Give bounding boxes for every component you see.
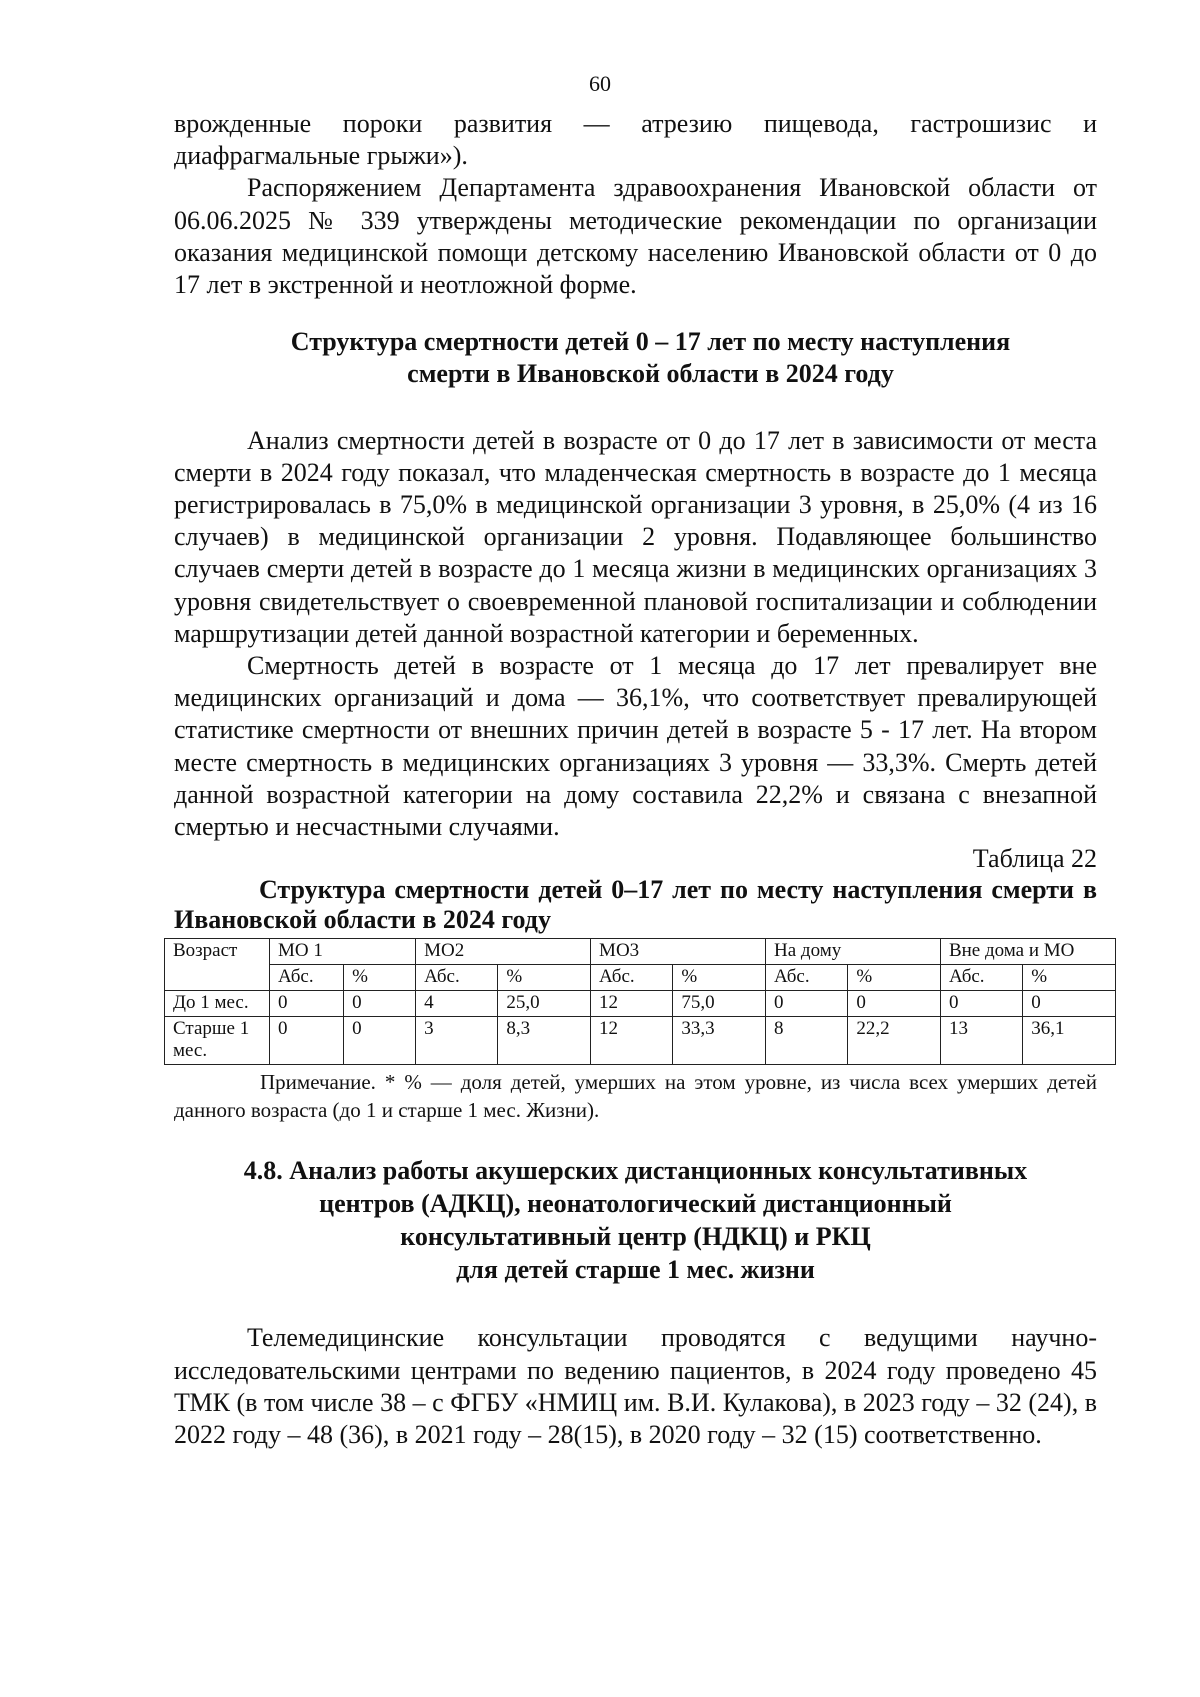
subheader-abs: Абс. xyxy=(591,965,673,991)
table-cell: 0 xyxy=(848,991,941,1017)
table-cell: 4 xyxy=(416,991,498,1017)
table-cell: 36,1 xyxy=(1023,1017,1116,1065)
paragraph-4: Смертность детей в возрасте от 1 месяца до 17 лет превалирует вне медицинских организаций и дома — 36,1%, что соответствует превалирующей статистике смертности от внешних причин детей в возрасте 5 - 17 лет. На втором месте смертность в медицинских организациях 3 уровня — 33,3%. Смерть детей данной возрастной категории на дому составила 22,2% и связана с внезапной смертью и несчастными случаями. xyxy=(174,651,1097,842)
table-caption: Структура смертности детей 0–17 лет по месту наступления смерти в Ивановской области в 2024 году xyxy=(174,875,1097,935)
header-group: На дому xyxy=(766,939,941,965)
header-group: МО3 xyxy=(591,939,766,965)
section-heading-line-1: 4.8. Анализ работы акушерских дистанционных консультативных xyxy=(243,1156,1028,1186)
table-label: Таблица 22 xyxy=(972,844,1097,874)
table-cell: 8 xyxy=(766,1017,848,1065)
header-group: МО 1 xyxy=(269,939,415,965)
paragraph-2: Распоряжением Департамента здравоохранения Ивановской области от 06.06.2025 № 339 утверждены методические рекомендации по организации оказания медицинской помощи детскому населению Ивановской области от 0 до 17 лет в экстренной и неотложной форме. xyxy=(174,173,1097,300)
row-label: Старше 1 мес. xyxy=(165,1017,270,1065)
table-cell: 0 xyxy=(269,1017,343,1065)
mortality-table xyxy=(164,938,1116,1065)
subheader-abs: Абс. xyxy=(940,965,1022,991)
table-subheader-row xyxy=(165,965,1116,991)
table-cell: 33,3 xyxy=(673,1017,766,1065)
section-heading-line-3: консультативный центр (НДКЦ) и РКЦ xyxy=(400,1222,871,1252)
table-note: Примечание. * % — доля детей, умерших на этом уровне, из числа всех умерших детей данного возраста (до 1 и старше 1 мес. Жизни). xyxy=(174,1070,1097,1123)
table-cell: 0 xyxy=(344,991,416,1017)
table-cell: 22,2 xyxy=(848,1017,941,1065)
header-group: Вне дома и МО xyxy=(940,939,1115,965)
table-row xyxy=(165,991,1116,1017)
subheader-pct: % xyxy=(498,965,591,991)
row-label: До 1 мес. xyxy=(165,991,270,1017)
subheader-pct: % xyxy=(344,965,416,991)
section-heading-line-2: центров (АДКЦ), неонатологический дистанционный xyxy=(319,1189,952,1219)
table-cell: 75,0 xyxy=(673,991,766,1017)
table-header-row xyxy=(165,939,1116,965)
subheader-abs: Абс. xyxy=(766,965,848,991)
document-body xyxy=(174,108,1097,1451)
table-cell: 0 xyxy=(344,1017,416,1065)
table-row xyxy=(165,1017,1116,1065)
header-group: МО2 xyxy=(416,939,591,965)
table-cell: 0 xyxy=(940,991,1022,1017)
table-cell: 0 xyxy=(269,991,343,1017)
paragraph-3: Анализ смертности детей в возрасте от 0 до 17 лет в зависимости от места смерти в 2024 году показал, что младенческая смертность в возрасте до 1 месяца регистрировалась в 75,0% в медицинской организации 3 уровня, в 25,0% (4 из 16 случаев) в медицинской организации 2 уровня. Подавляющее большинство случаев смерти детей в возрасте до 1 месяца жизни в медицинских организациях 3 уровня свидетельствует о своевременной плановой госпитализации и соблюдении маршрутизации детей данной возрастной категории и беременных. xyxy=(174,425,1097,648)
subheader-abs: Абс. xyxy=(269,965,343,991)
heading-mortality-line-2: смерти в Ивановской области в 2024 году xyxy=(407,359,894,389)
table-cell: 0 xyxy=(766,991,848,1017)
table-cell: 12 xyxy=(591,1017,673,1065)
table-cell: 25,0 xyxy=(498,991,591,1017)
table-cell: 13 xyxy=(940,1017,1022,1065)
subheader-abs: Абс. xyxy=(416,965,498,991)
subheader-pct: % xyxy=(673,965,766,991)
table-cell: 12 xyxy=(591,991,673,1017)
header-age: Возраст xyxy=(165,939,270,991)
subheader-pct: % xyxy=(1023,965,1116,991)
table-cell: 3 xyxy=(416,1017,498,1065)
section-heading-line-4: для детей старше 1 мес. жизни xyxy=(456,1255,815,1285)
table-cell: 0 xyxy=(1023,991,1116,1017)
subheader-pct: % xyxy=(848,965,941,991)
paragraph-5: Телемедицинские консультации проводятся с ведущими научно-исследовательскими центрами по ведению пациентов, в 2024 году проведено 45 ТМК (в том числе 38 – с ФГБУ «НМИЦ им. В.И. Кулакова), в 2023 году – 32 (24), в 2022 году – 48 (36), в 2021 году – 28(15), в 2020 году – 32 (15) соответственно. xyxy=(174,1323,1097,1450)
heading-mortality-line-1: Структура смертности детей 0 – 17 лет по месту наступления xyxy=(290,327,1011,357)
page-number: 60 xyxy=(589,71,611,96)
paragraph-1: врожденные пороки развития — атрезию пищевода, гастрошизис и диафрагмальные грыжи»). xyxy=(174,109,1097,171)
table-cell: 8,3 xyxy=(498,1017,591,1065)
